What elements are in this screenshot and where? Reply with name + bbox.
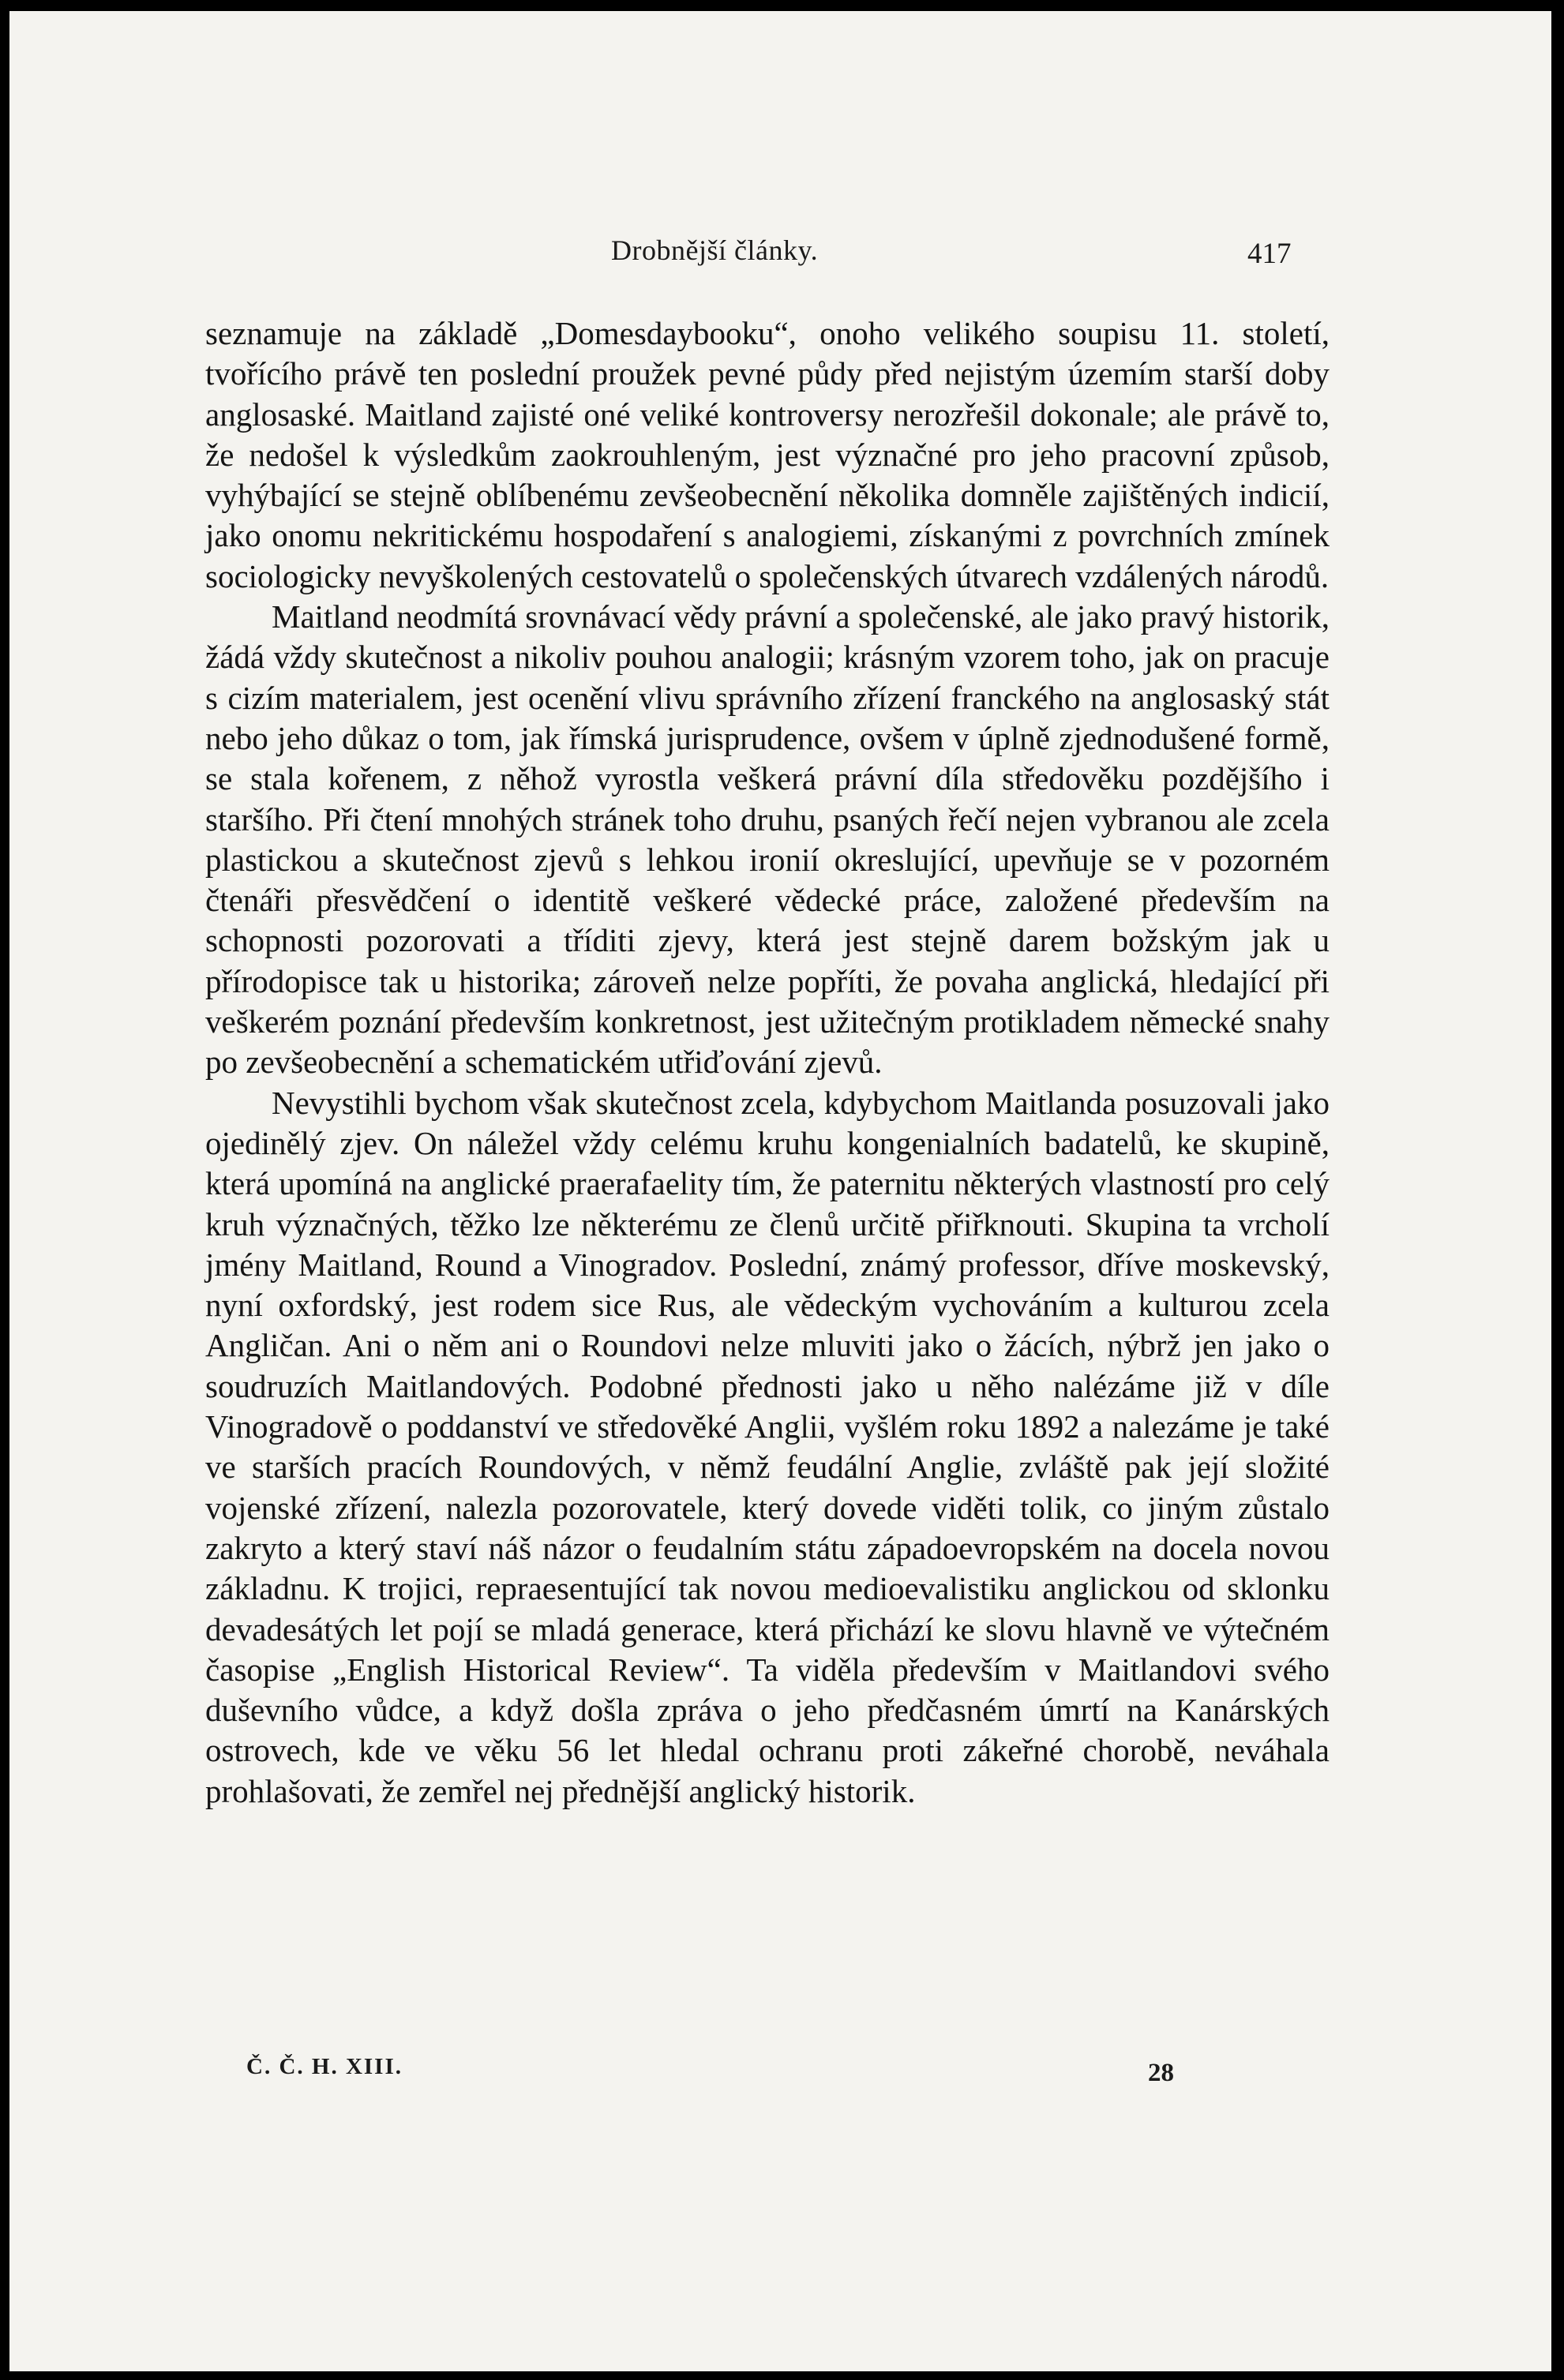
page-footer — [9, 2054, 1551, 2093]
page-header — [9, 234, 1551, 273]
paragraph-2: Maitland neodmítá srovnávací vědy právní a společenské, ale jako pravý historik, žádá vždy skutečnost a nikoliv pouhou analogii; krásným vzorem toho, jak on pracuje s cizím materialem, jest ocenění vlivu správního zřízení franckého na anglosaský stát nebo jeho důkaz o tom, jak římská jurisprudence, ovšem v úplně zjednodušené formě, se stala kořenem, z něhož vyrostla veškerá právní díla středověku pozdějšího i staršího. Při čtení mnohých stránek toho druhu, psaných řečí nejen vybranou ale zcela plastickou a skutečnost zjevů s lehkou ironií okreslující, upevňuje se v pozorném čtenáři přesvědčení o identitě veškeré vědecké práce, založené především na schopnosti pozorovati a tříditi zjevy, která jest stejně darem božským jak u přírodopisce tak u historika; zároveň nelze popříti, že povaha anglická, hledající při veškerém poznání především konkretnost, jest užitečným protikladem německé snahy po zevšeobecnění a schematickém utřiďování zjevů. — [205, 598, 1330, 1081]
sheet-number: 28 — [1148, 2059, 1174, 2087]
journal-signature: Č. Č. H. XIII. — [246, 2054, 403, 2079]
article-body — [205, 313, 1330, 1812]
page-number: 417 — [1247, 238, 1292, 270]
running-head: Drobnější články. — [611, 234, 819, 266]
paragraph-3: Nevystihli bychom však skutečnost zcela, kdybychom Maitlanda posuzovali jako ojedinělý zjev. On náležel vždy celému kruhu kongenialních badatelů, ke skupině, která upomíná na anglické praerafaelity tím, že paternitu některých vlastností pro celý kruh význačných, těžko lze některému ze členů určitě přiřknouti. Skupina ta vrcholí jmény Maitland, Round a Vinogradov. Poslední, známý professor, dříve moskevský, nyní oxfordský, jest rodem sice Rus, ale vědeckým vychováním a kulturou zcela Angličan. Ani o něm ani o Roundovi nelze mluviti jako o žácích, nýbrž jen jako o soudruzích Maitlandových. Podobné přednosti jako u něho nalézáme již v díle Vinogradově o poddanství ve středověké Anglii, vyšlém roku 1892 a nalezáme je také ve starších pracích Roundových, v němž feudální Anglie, zvláště pak její složité vojenské zřízení, nalezla pozorovatele, který dovede viděti tolik, co jiným zůstalo zakryto a který staví náš názor o feudalním státu západoevropském na docela novou základnu. K trojici, repraesentující tak novou medioevalistiku anglickou od sklonku devadesátých let pojí se mladá generace, která přichází ke slovu hlavně ve výtečném časopise „English Historical Review“. Ta viděla především v Maitlandovi svého duševního vůdce, a když došla zpráva o jeho předčasném úmrtí na Kanárských ostrovech, kde ve věku 56 let hledal ochranu proti zákeřné chorobě, neváhala prohlašovati, že zemřel nej přednější anglický historik. — [205, 1084, 1330, 1809]
book-page — [9, 11, 1551, 2371]
paragraph-1: seznamuje na základě „Domesdaybooku“, onoho velikého soupisu 11. století, tvořícího právě ten poslední proužek pevné půdy před nejistým územím starší doby anglosaské. Maitland zajisté oné veliké kontroversy nerozřešil dokonale; ale právě to, že nedošel k výsledkům zaokrouhleným, jest význačné pro jeho pracovní způsob, vyhýbající se stejně oblíbenému zevšeobecnění několika domněle zajištěných indicií, jako onomu nekritickému hospodaření s analogiemi, získanými z povrchních zmínek sociologicky nevyškolených cestovatelů o společenských útvarech vzdálených národů. — [205, 315, 1330, 594]
